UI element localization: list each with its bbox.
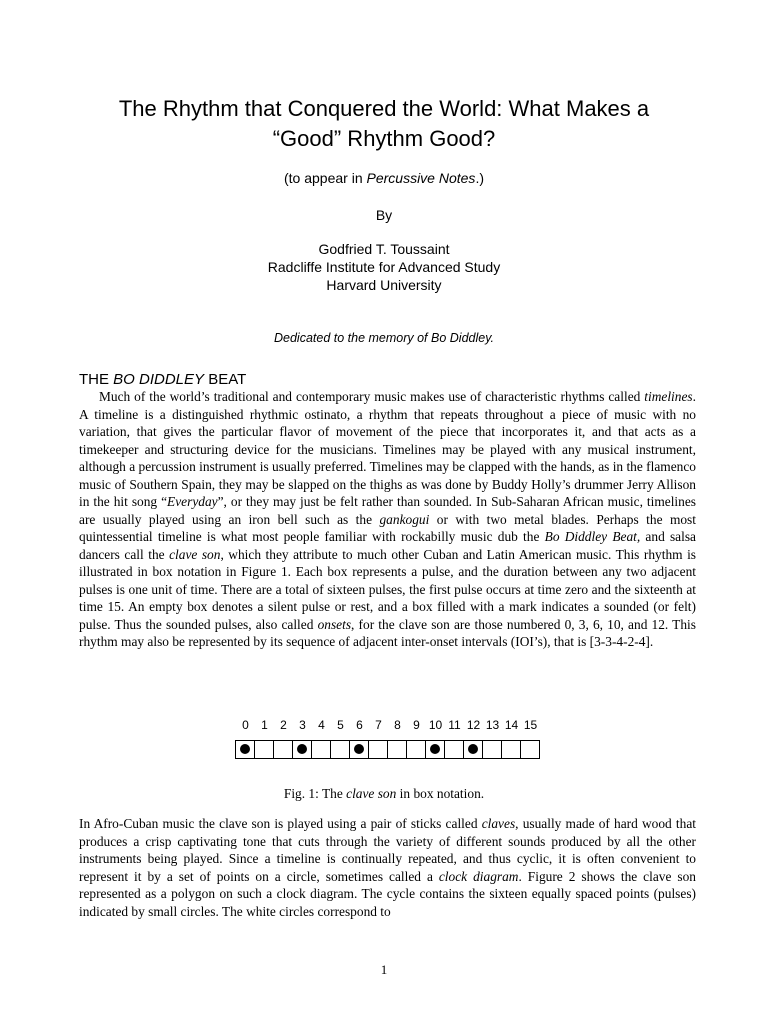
paper-title [60,94,708,154]
pulse-box-15 [521,740,540,759]
pulse-box-3 [293,740,312,759]
title-line-2: “Good” Rhythm Good? [272,126,496,151]
pulse-number-7: 7 [375,718,382,732]
onset-dot-0 [240,744,250,754]
pulse-number-15: 15 [523,718,538,732]
pulse-box-13 [483,740,502,759]
section-heading-italic: BO DIDDLEY [113,371,205,388]
author-name: Godfried T. Toussaint [318,241,450,257]
dedication: Dedicated to the memory of Bo Diddley. [273,331,494,345]
pulse-number-13: 13 [485,718,500,732]
caption-italic: clave son [346,786,397,801]
body-paragraph-2: In Afro-Cuban music the clave son is played using a pair of sticks called claves, usually made of hard wood that produces a crisp captivating tone that cuts through the variety of different sounds produced by all the other instruments being played. Since a timeline is continually repeated, and thus cyclic, it is often convenient to represent it by a set of points on a circle, sometimes called a clock diagram. Figure 2 shows the clave son represented as a polygon on such a clock diagram. The cycle contains the sixteen equally spaced points (pulses) indicated by small circles. The white circles correspond to [79,816,696,919]
section-heading-suffix: BEAT [204,371,247,388]
author-institute: Radcliffe Institute for Advanced Study [267,259,501,275]
pulse-number-0: 0 [242,718,249,732]
pulse-number-9: 9 [413,718,420,732]
pulse-box-11 [445,740,464,759]
pulse-number-1: 1 [261,718,268,732]
figure-1-pulse-numbers [236,718,540,734]
pulse-number-8: 8 [394,718,401,732]
pulse-box-0 [236,740,255,759]
author-university: Harvard University [326,277,442,293]
pulse-box-8 [388,740,407,759]
pulse-box-9 [407,740,426,759]
section-heading [79,371,246,388]
body-paragraph-1: Much of the world’s traditional and contemporary music makes use of characteristic rhythms called timelines. A timeline is a distinguished rhythmic ostinato, a rhythm that repeats throughout a piece of music with no variation, that gives the particular flavor of movement of the piece that incorporates it, and that acts as a timekeeper and structuring device for the musicians. Timelines may be played with any musical instrument, although a percussion instrument is usually preferred. Timelines may be clapped with the hands, as in the flamenco music of Southern Spain, they may be slapped on the thighs as was done by Buddy Holly’s drummer Jerry Allison in the hit song “Everyday”, or they may just be felt rather than sounded. In Sub-Saharan African music, timelines are usually played using an iron bell such as the gankogui or with two metal blades. Perhaps the most quintessential timeline is what most people familiar with rockabilly music dub the Bo Diddley Beat, and salsa dancers call the clave son, which they attribute to much other Cuban and Latin American music. This rhythm is illustrated in box notation in Figure 1. Each box represents a pulse, and the duration between any two adjacent pulses is one unit of time. There are a total of sixteen pulses, the first pulse occurs at time zero and the sixteenth at time 15. An empty box denotes a silent pulse or rest, and a box filled with a mark indicates a sounded (or felt) pulse. Thus the sounded pulses, also called onsets, for the clave son are those numbered 0, 3, 6, 10, and 12. This rhythm may also be represented by its sequence of adjacent inter-onset intervals (IOI’s), that is [3-3-4-2-4]. [79,389,697,649]
pulse-box-1 [255,740,274,759]
author-block [60,240,708,294]
title-line-1: The Rhythm that Conquered the World: What Makes a [118,96,650,121]
onset-dot-3 [297,744,307,754]
figure-1-box-notation [235,740,540,759]
pulse-number-4: 4 [318,718,325,732]
section-heading-prefix: THE [79,371,114,388]
publication-note [60,170,708,186]
pulse-number-10: 10 [428,718,443,732]
page-number: 1 [380,962,388,977]
pulse-number-5: 5 [337,718,344,732]
by-line: By [375,207,393,223]
pulse-box-5 [331,740,350,759]
caption-suffix: in box notation. [396,786,485,801]
onset-dot-10 [430,744,440,754]
pulse-number-3: 3 [299,718,306,732]
onset-dot-6 [354,744,364,754]
pulse-number-12: 12 [466,718,481,732]
caption-prefix: Fig. 1: The [283,786,347,801]
journal-name: Percussive Notes [366,170,476,186]
pulse-box-2 [274,740,293,759]
pulse-box-14 [502,740,521,759]
pulse-number-2: 2 [280,718,287,732]
pulse-box-4 [312,740,331,759]
pulse-box-10 [426,740,445,759]
publication-note-prefix: (to appear in [284,170,367,186]
pulse-number-11: 11 [448,718,461,732]
pulse-number-14: 14 [504,718,519,732]
pulse-number-6: 6 [356,718,363,732]
publication-note-suffix: .) [475,170,484,186]
pulse-box-6 [350,740,369,759]
onset-dot-12 [468,744,478,754]
pulse-box-7 [369,740,388,759]
pulse-box-12 [464,740,483,759]
figure-1-caption [60,786,708,802]
